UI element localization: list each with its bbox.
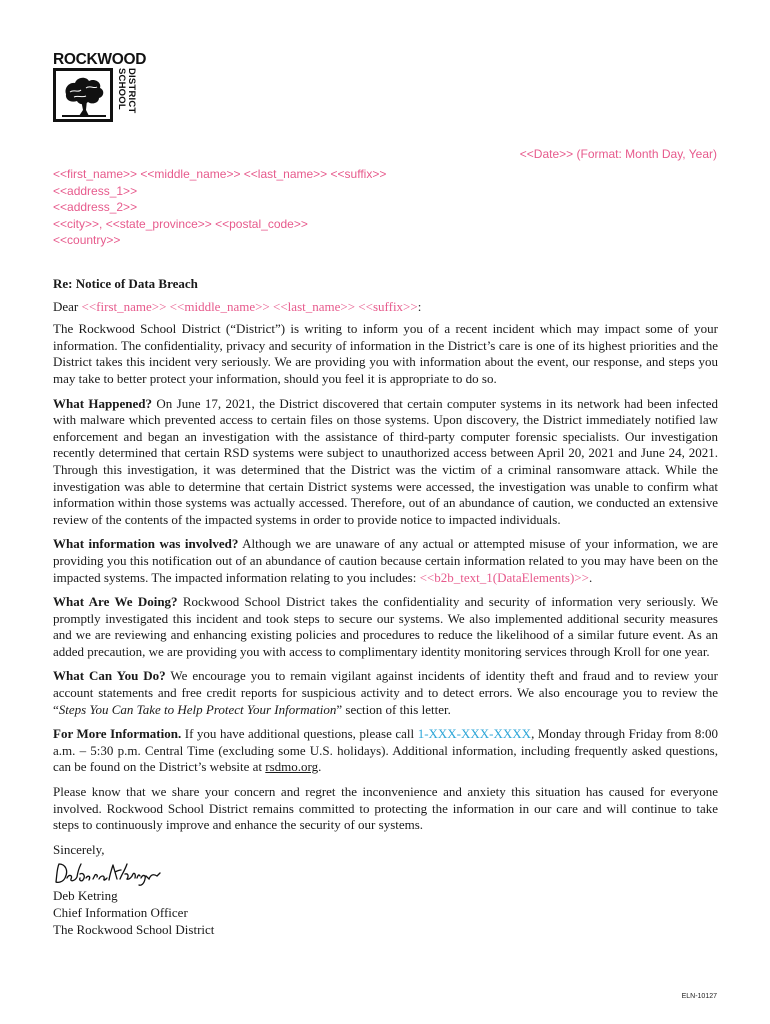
letter-body bbox=[53, 276, 718, 938]
signer-block bbox=[53, 888, 718, 938]
recipient-name: <<first_name>> <<middle_name>> <<last_name>> <<suffix>> bbox=[53, 167, 387, 181]
what-happened-heading: What Happened? bbox=[53, 395, 153, 411]
what-involved-paragraph: What information was involved? Although we are unaware of any actual or attempted misuse of your information, we are providing you this notification out of an abundance of caution because certain information related to you may have been on the impacted systems. The impacted information relating to you includes: <<b2b_text_1(DataElements)>>. bbox=[53, 536, 719, 585]
logo-school-text: SCHOOL bbox=[116, 68, 127, 110]
logo-vertical-text bbox=[115, 68, 137, 124]
more-info-heading: For More Information. bbox=[53, 726, 182, 742]
address-line-2: <<address_2>> bbox=[53, 200, 138, 215]
salutation: Dear <<first_name>> <<middle_name>> <<last_name>> <<suffix>>: bbox=[53, 298, 422, 314]
logo-district-text: DISTRICT bbox=[126, 68, 137, 114]
steps-reference: Steps You Can Take to Help Protect Your Information bbox=[58, 701, 337, 717]
sincerely: Sincerely, bbox=[53, 841, 105, 857]
more-info-paragraph: For More Information. If you have additional questions, please call 1-XXX-XXX-XXXX, Monday through Friday from 8:00 a.m. – 5:30 p.m. Central Time (excluding some U.S. holidays). Additional information, including frequently asked questions, can be found on the District’s website at rsdmo.org. bbox=[53, 726, 718, 775]
what-doing-paragraph: What Are We Doing? Rockwood School District takes the confidentiality and security of information very seriously. We promptly investigated this incident and took steps to secure our systems. We also implemented additional security measures and we are reviewing and enhancing existing policies and procedures to reduce the likelihood of a similar future event. As an added precaution, we are providing you with access to complimentary identity monitoring services through Kroll for one year. bbox=[53, 594, 718, 659]
signature-icon bbox=[53, 860, 163, 888]
address-line-1: <<address_1>> bbox=[53, 183, 138, 198]
closing-paragraph: Please know that we share your concern and regret the inconvenience and anxiety this situation has caused for everyone involved. Rockwood School District remains committed to protecting the information in our care and will continue to take steps to continuously improve and enhance the security of our systems. bbox=[53, 784, 718, 833]
logo-tree-box bbox=[53, 68, 113, 122]
district-logo bbox=[53, 51, 147, 126]
logo-wordmark: ROCKWOOD bbox=[53, 51, 147, 68]
what-doing-heading: What Are We Doing? bbox=[53, 594, 178, 610]
document-code: ELN-10127 bbox=[681, 993, 717, 1000]
what-can-you-do-paragraph: What Can You Do? We encourage you to remain vigilant against incidents of identity theft and fraud and to review your account statements and free credit reports for suspicious activity and to detect errors. We also encourage you to review the “Steps You Can Take to Help Protect Your Information” section of this letter. bbox=[53, 668, 719, 717]
country: <<country>> bbox=[53, 233, 121, 248]
website-link[interactable]: rsdmo.org bbox=[265, 759, 319, 775]
what-involved-heading: What information was involved? bbox=[53, 536, 239, 552]
data-elements-variable: <<b2b_text_1(DataElements)>> bbox=[419, 569, 589, 585]
intro-paragraph: The Rockwood School District (“District”) is writing to inform you of a recent incident which may impact some of your information. The confidentiality, privacy and security of information in the District’s care is one of its highest priorities and the District takes this incident very seriously. We are providing you with information about the event, our response, and steps you may take to better protect your information, should you feel it is appropriate to do so. bbox=[53, 321, 718, 386]
city-state-zip: <<city>>, <<state_province>> <<postal_code>> bbox=[53, 216, 308, 231]
what-happened-paragraph: What Happened? On June 17, 2021, the District discovered that certain computer systems in its network had been infected with malware which prevented access to certain files on those systems. Upon discovery, the District immediately notified law enforcement and began an investigation with the assistance of third-party computer forensic specialists. Our investigation recently determined that certain RSD systems were subject to unauthorized access between April 20, 2021 and June 24, 2021. Through this investigation, it was determined that the District was the victim of a criminal ransomware attack. While the investigation was able to determine that certain District systems were accessed, the investigation was unable to confirm what information within those systems was actually accessed. Therefore, out of an abundance of caution, we conducted an extensive review of the contents of the impacted systems in order to provide notice to impacted individuals. bbox=[53, 395, 718, 527]
signer-title: Chief Information Officer bbox=[53, 905, 188, 920]
signer-name: Deb Ketring bbox=[53, 888, 118, 904]
phone-number: 1-XXX-XXX-XXXX bbox=[417, 726, 532, 742]
date-line: <<Date>> (Format: Month Day, Year) bbox=[519, 147, 717, 161]
signer-organization: The Rockwood School District bbox=[53, 921, 215, 937]
signature bbox=[53, 860, 718, 888]
what-can-you-do-heading: What Can You Do? bbox=[53, 668, 166, 684]
tree-icon bbox=[60, 74, 108, 118]
subject-line: Re: Notice of Data Breach bbox=[53, 276, 198, 291]
salutation-name: <<first_name>> <<middle_name>> <<last_name>> <<suffix>> bbox=[81, 298, 418, 314]
address-block bbox=[53, 166, 386, 249]
